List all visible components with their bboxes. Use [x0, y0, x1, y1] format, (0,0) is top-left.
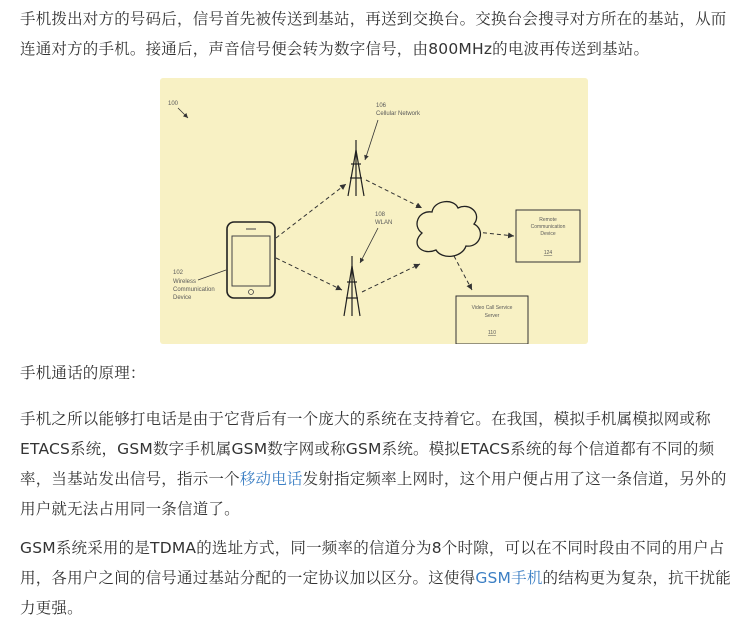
remote-number: 124: [543, 250, 553, 256]
gsm-phone-link[interactable]: GSM手机: [475, 569, 543, 587]
network-diagram: [160, 78, 588, 344]
p2-text-after: 发射指定频率上网时，这个用户便占用了这一条信道，另外的用户就无法占用同一条信道了。: [20, 470, 727, 518]
wlan-label: WLAN: [375, 220, 393, 226]
remote-line3: Device: [540, 231, 556, 237]
phone-label-line3: Device: [173, 295, 192, 301]
mobile-phone-icon: [227, 222, 275, 298]
remote-device-box: [516, 210, 580, 262]
wlan-tower-icon: [344, 256, 360, 316]
gsm-paragraph: [20, 533, 736, 623]
section-subtitle: 手机通话的原理：: [20, 364, 146, 382]
video-server-box: [456, 296, 528, 344]
p3-text-before: GSM系统采用的是TDMA的选址方式，同一频率的信道分为8个时隙，可以在不同时段由不同的用户占用，各用户之间的信号通过基站分配的一定协议加以区分。这使得: [20, 539, 725, 587]
remote-line2: Communication: [530, 224, 566, 230]
phone-label-line2: Communication: [173, 287, 215, 293]
patent-figure: [160, 78, 588, 344]
label-100-arrow: [178, 108, 188, 118]
p2-text-before: 手机之所以能够打电话是由于它背后有一个庞大的系统在支持着它。在我国，模拟手机属模拟网或称ETACS系统，GSM数字手机属GSM数字网或称GSM系统。模拟ETACS系统的每个信道都有不同的频率，当基站发出信号，指示一个: [20, 410, 715, 488]
cellular-label-arrow: [365, 120, 378, 160]
network-cloud-icon: [417, 202, 480, 257]
label-106: 106: [376, 103, 387, 109]
principle-paragraph: [20, 404, 736, 524]
server-number: 110: [488, 330, 496, 336]
p3-text-after: 的结构更为复杂，抗干扰能力更强。: [20, 569, 731, 617]
label-102: 102: [173, 270, 184, 276]
cellular-network-label: Cellular Network: [376, 111, 421, 117]
phone-label-leader: [198, 270, 226, 280]
mobile-phone-link[interactable]: 移动电话: [239, 470, 303, 488]
remote-line1: Remote: [539, 217, 557, 223]
phone-label-line1: Wireless: [173, 279, 197, 285]
label-108: 108: [375, 212, 386, 218]
wlan-label-arrow: [360, 228, 378, 263]
cell-tower-icon: [348, 140, 364, 196]
label-100: 100: [168, 101, 179, 107]
intro-paragraph: 手机拨出对方的号码后，信号首先被传送到基站，再送到交换台。交换台会搜寻对方所在的基站，从而连通对方的手机。接通后，声音信号便会转为数字信号，由800MHz的电波再传送到基站。: [20, 10, 727, 58]
server-line2: Server: [484, 313, 500, 319]
server-line1: Video Call Service: [471, 305, 513, 311]
